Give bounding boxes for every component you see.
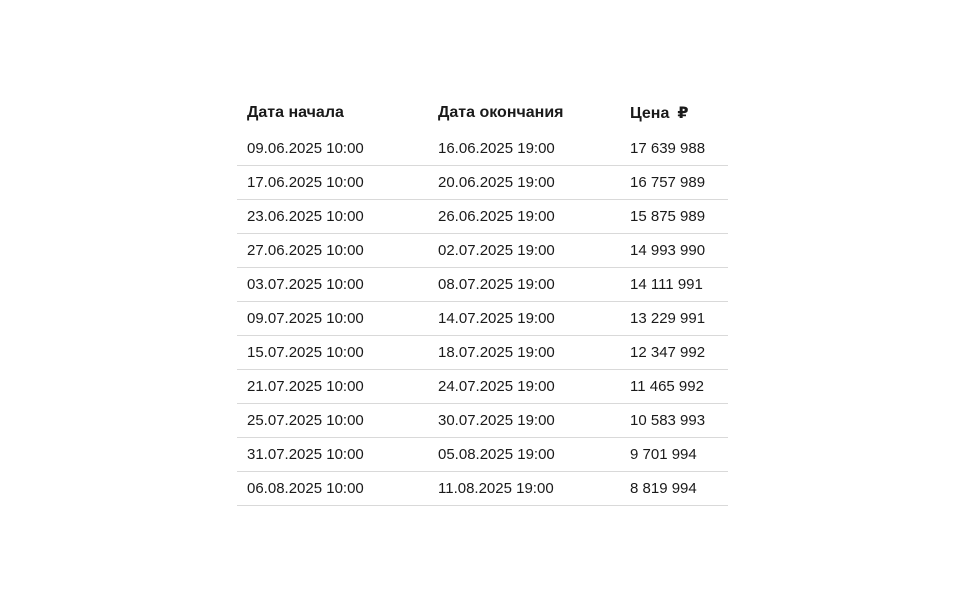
cell-start-date: 09.07.2025 10:00 xyxy=(247,310,364,327)
cell-price: 10 583 993 xyxy=(630,412,706,429)
cell-end-date: 05.08.2025 19:00 xyxy=(438,446,555,463)
cell-start-date: 17.06.2025 10:00 xyxy=(247,174,364,191)
cell-start-date: 23.06.2025 10:00 xyxy=(247,208,364,225)
header-price xyxy=(620,103,728,123)
table-row xyxy=(237,200,728,234)
table-row xyxy=(237,302,728,336)
cell-end-date: 08.07.2025 19:00 xyxy=(438,276,555,293)
table-row xyxy=(237,268,728,302)
cell-start-date: 06.08.2025 10:00 xyxy=(247,480,364,497)
header-price-label: Цена xyxy=(630,105,670,122)
cell-start-date: 09.06.2025 10:00 xyxy=(247,140,364,157)
cell-end-date: 02.07.2025 19:00 xyxy=(438,242,555,259)
table-row xyxy=(237,404,728,438)
cell-price: 17 639 988 xyxy=(630,140,706,157)
cell-start-date: 15.07.2025 10:00 xyxy=(247,344,364,361)
cell-end-date: 18.07.2025 19:00 xyxy=(438,344,555,361)
table-row xyxy=(237,472,728,506)
cell-price: 13 229 991 xyxy=(630,310,706,327)
cell-price: 11 465 992 xyxy=(630,378,704,395)
cell-price: 14 111 991 xyxy=(630,276,703,293)
cell-price: 15 875 989 xyxy=(630,208,706,225)
cell-end-date: 11.08.2025 19:00 xyxy=(438,480,554,497)
table-row xyxy=(237,234,728,268)
header-end-date: Дата окончания xyxy=(438,104,564,121)
table-row xyxy=(237,132,728,166)
table-row xyxy=(237,166,728,200)
cell-end-date: 24.07.2025 19:00 xyxy=(438,378,555,395)
cell-end-date: 30.07.2025 19:00 xyxy=(438,412,555,429)
cell-start-date: 31.07.2025 10:00 xyxy=(247,446,364,463)
cell-end-date: 20.06.2025 19:00 xyxy=(438,174,555,191)
cell-start-date: 21.07.2025 10:00 xyxy=(247,378,364,395)
table-row xyxy=(237,370,728,404)
cell-price: 16 757 989 xyxy=(630,174,706,191)
cell-start-date: 25.07.2025 10:00 xyxy=(247,412,364,429)
cell-price: 8 819 994 xyxy=(630,480,697,497)
cell-price: 12 347 992 xyxy=(630,344,706,361)
table-row xyxy=(237,336,728,370)
cell-end-date: 26.06.2025 19:00 xyxy=(438,208,555,225)
table-header xyxy=(237,94,728,132)
table-row xyxy=(237,438,728,472)
cell-price: 9 701 994 xyxy=(630,446,697,463)
cell-start-date: 03.07.2025 10:00 xyxy=(247,276,364,293)
cell-end-date: 16.06.2025 19:00 xyxy=(438,140,555,157)
cell-start-date: 27.06.2025 10:00 xyxy=(247,242,364,259)
price-schedule-table xyxy=(237,94,728,506)
ruble-icon: ₽ xyxy=(677,105,689,122)
cell-end-date: 14.07.2025 19:00 xyxy=(438,310,555,327)
cell-price: 14 993 990 xyxy=(630,242,706,259)
header-start-date: Дата начала xyxy=(247,104,344,121)
